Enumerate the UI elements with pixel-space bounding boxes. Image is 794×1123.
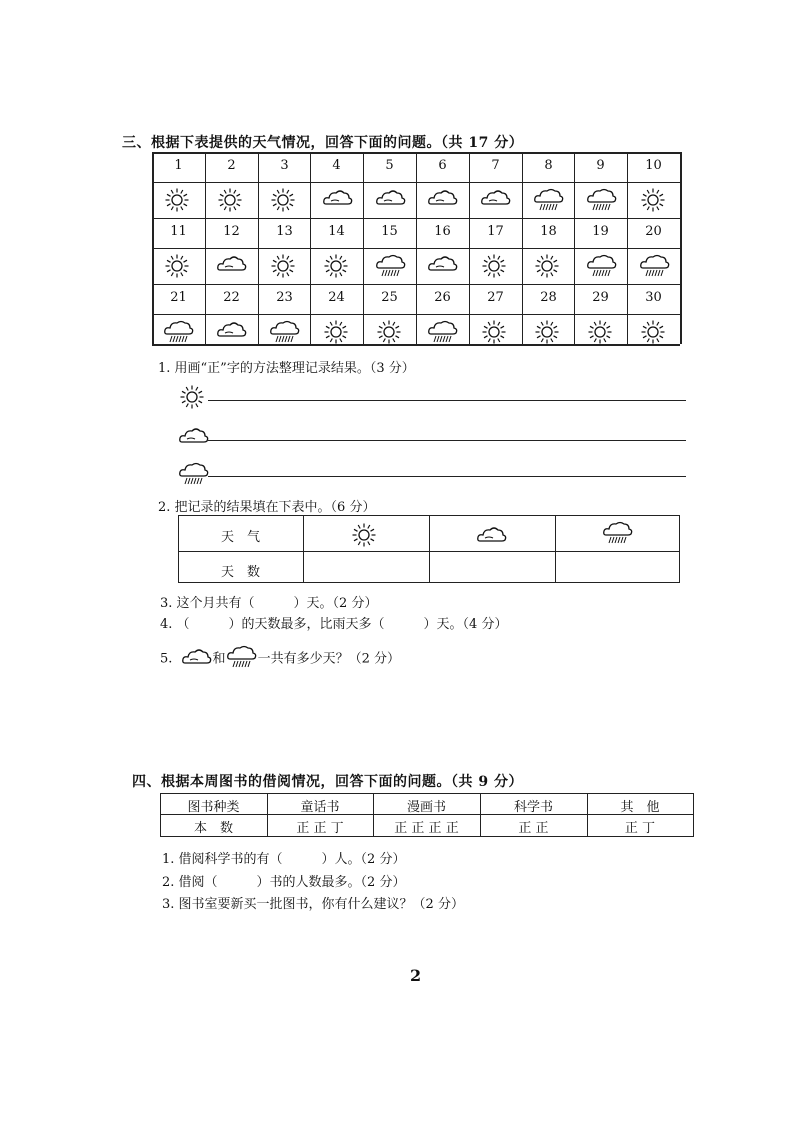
sun-icon <box>639 320 667 348</box>
tally-line-cloud <box>208 440 686 441</box>
cloud-icon <box>375 188 407 212</box>
rain-icon <box>639 254 671 282</box>
calendar-day-number: 19 <box>592 224 609 239</box>
calendar-day-number: 2 <box>227 158 236 173</box>
calendar-day-number: 24 <box>328 290 345 305</box>
weather-calendar-table <box>152 152 680 344</box>
rain-icon <box>226 645 258 673</box>
rain-icon <box>533 188 565 216</box>
question-4-1: 1. 借阅科学书的有（ ）人。（2 分） <box>162 852 406 867</box>
sun-icon <box>269 254 297 282</box>
rain-icon <box>586 254 618 282</box>
question-3-1: 1. 用画“正”字的方法整理记录结果。（3 分） <box>158 361 415 376</box>
rain-icon <box>178 462 210 490</box>
calendar-day-number: 1 <box>174 158 183 173</box>
days-row-label: 天 数 <box>220 565 260 580</box>
calendar-day-number: 17 <box>487 224 504 239</box>
header-fairy-tales: 童话书 <box>300 800 340 815</box>
calendar-day-number: 6 <box>438 158 447 173</box>
cloud-days-input[interactable] <box>430 552 554 582</box>
tally-other: 正 丁 <box>624 821 656 836</box>
weather-summary-table <box>178 515 680 583</box>
tally-fairy-tales: 正 正 丁 <box>296 821 344 836</box>
question-3-3: 3. 这个月共有（ ）天。（2 分） <box>160 596 378 611</box>
q5-prefix: 5. <box>160 651 173 667</box>
book-borrowing-table <box>160 793 694 837</box>
sun-icon <box>586 320 614 348</box>
weather-row-label: 天 气 <box>220 530 260 545</box>
sun-icon <box>163 254 191 282</box>
sun-icon <box>480 320 508 348</box>
q5-suffix: 一共有多少天？（2 分） <box>257 651 400 667</box>
cloud-icon <box>178 426 210 450</box>
calendar-day-number: 4 <box>332 158 341 173</box>
rain-icon <box>427 320 459 348</box>
cloud-icon <box>322 188 354 212</box>
sun-icon <box>533 254 561 282</box>
sun-icon <box>533 320 561 348</box>
cloud-icon <box>181 647 213 671</box>
calendar-day-number: 16 <box>434 224 451 239</box>
tally-science: 正 正 <box>518 821 549 836</box>
calendar-day-number: 15 <box>381 224 398 239</box>
calendar-day-number: 9 <box>596 158 605 173</box>
sun-icon <box>375 320 403 348</box>
sun-icon <box>322 254 350 282</box>
calendar-day-number: 22 <box>223 290 240 305</box>
sun-icon <box>269 188 297 216</box>
cloud-icon <box>427 254 459 278</box>
calendar-day-number: 30 <box>645 290 662 305</box>
calendar-day-number: 29 <box>592 290 609 305</box>
calendar-day-number: 8 <box>544 158 553 173</box>
question-3-4: 4. （ ）的天数最多，比雨天多（ ）天。（4 分） <box>160 617 508 632</box>
rain-icon <box>163 320 195 348</box>
question-3-5 <box>160 645 400 673</box>
calendar-day-number: 25 <box>381 290 398 305</box>
rain-days-input[interactable] <box>556 552 678 582</box>
calendar-day-number: 7 <box>491 158 500 173</box>
sun-icon <box>178 385 206 413</box>
cloud-icon <box>480 188 512 212</box>
sun-icon <box>480 254 508 282</box>
rain-icon <box>586 188 618 216</box>
page-number: 2 <box>410 966 422 985</box>
header-comics: 漫画书 <box>406 800 446 815</box>
calendar-day-number: 21 <box>170 290 187 305</box>
row-label-count: 本 数 <box>193 821 233 836</box>
rain-icon <box>375 254 407 282</box>
calendar-day-number: 10 <box>645 158 662 173</box>
calendar-day-number: 14 <box>328 224 345 239</box>
header-other: 其 他 <box>620 800 660 815</box>
calendar-day-number: 26 <box>434 290 451 305</box>
sun-icon <box>216 188 244 216</box>
sun-icon <box>322 320 350 348</box>
calendar-day-number: 27 <box>487 290 504 305</box>
calendar-day-number: 28 <box>540 290 557 305</box>
calendar-day-number: 18 <box>540 224 557 239</box>
header-book-type: 图书种类 <box>187 800 240 815</box>
section4-heading: 四、根据本周图书的借阅情况，回答下面的问题。（共 9 分） <box>132 774 523 790</box>
sun-icon <box>639 188 667 216</box>
cloud-icon <box>476 525 508 549</box>
tally-line-rain <box>208 476 686 477</box>
header-science: 科学书 <box>513 800 553 815</box>
section3-heading: 三、根据下表提供的天气情况，回答下面的问题。（共 17 分） <box>122 135 524 151</box>
calendar-day-number: 5 <box>385 158 394 173</box>
rain-icon <box>602 521 634 549</box>
calendar-day-number: 12 <box>223 224 240 239</box>
calendar-day-number: 11 <box>170 224 187 239</box>
question-3-2: 2. 把记录的结果填在下表中。（6 分） <box>158 500 376 515</box>
tally-line-sun <box>208 400 686 401</box>
sun-icon <box>163 188 191 216</box>
calendar-day-number: 23 <box>276 290 293 305</box>
question-4-3: 3. 图书室要新买一批图书，你有什么建议？（2 分） <box>162 897 464 912</box>
cloud-icon <box>216 320 248 344</box>
cloud-icon <box>427 188 459 212</box>
tally-comics: 正 正 正 正 <box>394 821 459 836</box>
sun-icon <box>350 523 378 551</box>
sun-days-input[interactable] <box>304 552 428 582</box>
q5-and: 和 <box>212 651 226 667</box>
question-4-2: 2. 借阅（ ）书的人数最多。（2 分） <box>162 875 406 890</box>
calendar-day-number: 13 <box>276 224 293 239</box>
calendar-day-number: 3 <box>280 158 289 173</box>
cloud-icon <box>216 254 248 278</box>
rain-icon <box>269 320 301 348</box>
calendar-day-number: 20 <box>645 224 662 239</box>
